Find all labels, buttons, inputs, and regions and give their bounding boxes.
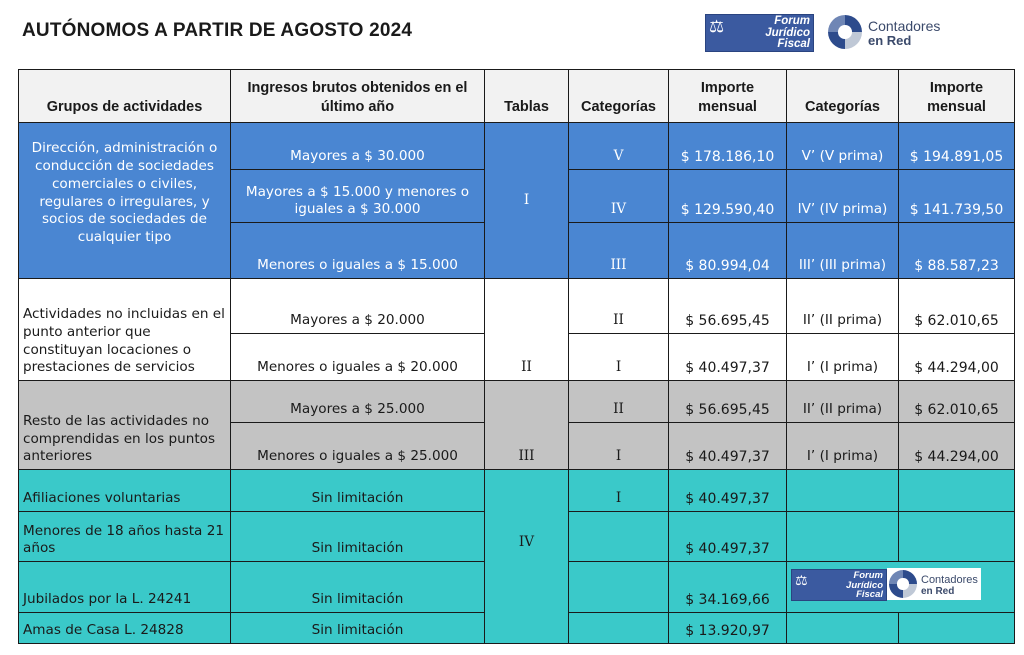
importe-cell: $ 40.497,37 — [669, 423, 787, 470]
header-ingresos: Ingresos brutos obtenidos en el último año — [231, 70, 485, 123]
importe-prima-cell: $ 141.739,50 — [899, 170, 1015, 223]
tabla-cell: III — [485, 381, 569, 470]
importe-prima-cell: $ 88.587,23 — [899, 223, 1015, 279]
ingresos-cell: Mayores a $ 30.000 — [231, 123, 485, 170]
importe-prima-cell: $ 44.294,00 — [899, 423, 1015, 470]
importe-prima-cell: $ 194.891,05 — [899, 123, 1015, 170]
importe-prima-cell: $ 44.294,00 — [899, 334, 1015, 381]
logo-contadores-line1: Contadores — [921, 574, 978, 586]
tabla-cell: IV — [485, 470, 569, 644]
importe-cell: $ 40.497,37 — [669, 512, 787, 562]
logo-forum-line: Fiscal — [856, 589, 883, 600]
logo-forum-line: Jurídico — [846, 579, 883, 591]
group-cell: Resto de las actividades no comprendidas en los puntos anteriores — [19, 381, 231, 470]
importe-cell: $ 129.590,40 — [669, 170, 787, 223]
importe-cell: $ 40.497,37 — [669, 470, 787, 512]
categoria-prima-cell — [787, 470, 899, 512]
categoria-cell: I — [569, 470, 669, 512]
ingresos-cell: Mayores a $ 25.000 — [231, 381, 485, 423]
logo-contadores-line2: en Red — [868, 33, 912, 48]
importe-cell: $ 178.186,10 — [669, 123, 787, 170]
header-tablas: Tablas — [485, 70, 569, 123]
inner-logos-cell — [787, 562, 1015, 613]
table-row — [19, 279, 1015, 334]
importe-cell: $ 56.695,45 — [669, 381, 787, 423]
logo-contadores-line2: en Red — [921, 586, 955, 597]
group-cell: Jubilados por la L. 24241 — [19, 562, 231, 613]
page-title: AUTÓNOMOS A PARTIR DE AGOSTO 2024 — [22, 20, 413, 41]
importe-prima-cell: $ 62.010,65 — [899, 279, 1015, 334]
header-categorias-prima: Categorías — [787, 70, 899, 123]
forum-juridico-fiscal-logo — [705, 14, 814, 52]
logo-forum-line: Forum — [853, 570, 883, 581]
categoria-cell — [569, 512, 669, 562]
header-categorias: Categorías — [569, 70, 669, 123]
categoria-prima-cell: V’ (V prima) — [787, 123, 899, 170]
categoria-cell: II — [569, 279, 669, 334]
table-row — [19, 470, 1015, 512]
group-cell: Menores de 18 años hasta 21 años — [19, 512, 231, 562]
categoria-prima-cell: I’ (I prima) — [787, 423, 899, 470]
ingresos-cell: Sin limitación — [231, 512, 485, 562]
contadores-circle-icon — [828, 15, 862, 49]
logo-forum-line: Fiscal — [777, 38, 810, 50]
categoria-prima-cell: II’ (II prima) — [787, 279, 899, 334]
tabla-cell: I — [485, 123, 569, 279]
contadores-en-red-logo-small — [889, 570, 981, 600]
categoria-cell — [569, 562, 669, 613]
logo-contadores-line1: Contadores — [868, 18, 941, 34]
importe-cell: $ 13.920,97 — [669, 613, 787, 644]
scales-icon: ⚖ — [709, 17, 725, 37]
forum-juridico-fiscal-logo-small — [791, 569, 887, 601]
categoria-cell: IV — [569, 170, 669, 223]
header-importe-prima: Importe mensual — [899, 70, 1015, 123]
categoria-prima-cell: I’ (I prima) — [787, 334, 899, 381]
contadores-en-red-logo — [828, 15, 948, 51]
categoria-prima-cell — [787, 512, 899, 562]
ingresos-cell: Menores o iguales a $ 15.000 — [231, 223, 485, 279]
categoria-cell: V — [569, 123, 669, 170]
table-row — [19, 123, 1015, 170]
importe-cell: $ 80.994,04 — [669, 223, 787, 279]
contadores-circle-icon — [889, 570, 917, 598]
group-cell: Actividades no incluidas en el punto anterior que constituyan locaciones o prestaciones de servicios — [19, 279, 231, 381]
group-cell: Amas de Casa L. 24828 — [19, 613, 231, 644]
categoria-cell: II — [569, 381, 669, 423]
importe-prima-cell — [899, 613, 1015, 644]
categoria-prima-cell: II’ (II prima) — [787, 381, 899, 423]
group-cell: Afiliaciones voluntarias — [19, 470, 231, 512]
tabla-cell: II — [485, 279, 569, 381]
logo-forum-line: Jurídico — [765, 26, 810, 39]
autonomos-table — [18, 69, 1015, 644]
categoria-cell: I — [569, 334, 669, 381]
categoria-cell: I — [569, 423, 669, 470]
categoria-prima-cell — [787, 613, 899, 644]
ingresos-cell: Sin limitación — [231, 613, 485, 644]
importe-cell: $ 56.695,45 — [669, 279, 787, 334]
ingresos-cell: Menores o iguales a $ 20.000 — [231, 334, 485, 381]
ingresos-cell: Menores o iguales a $ 25.000 — [231, 423, 485, 470]
importe-prima-cell — [899, 512, 1015, 562]
importe-cell: $ 40.497,37 — [669, 334, 787, 381]
ingresos-cell: Mayores a $ 15.000 y menores o iguales a $ 30.000 — [231, 170, 485, 223]
categoria-cell — [569, 613, 669, 644]
ingresos-cell: Mayores a $ 20.000 — [231, 279, 485, 334]
table-row — [19, 381, 1015, 423]
scales-icon: ⚖ — [795, 573, 808, 589]
importe-prima-cell — [899, 470, 1015, 512]
logo-forum-line: Forum — [774, 15, 810, 27]
header-importe: Importe mensual — [669, 70, 787, 123]
header-grupos: Grupos de actividades — [19, 70, 231, 123]
categoria-cell: III — [569, 223, 669, 279]
ingresos-cell: Sin limitación — [231, 470, 485, 512]
table-header-row — [19, 70, 1015, 123]
importe-prima-cell: $ 62.010,65 — [899, 381, 1015, 423]
categoria-prima-cell: III’ (III prima) — [787, 223, 899, 279]
importe-cell: $ 34.169,66 — [669, 562, 787, 613]
ingresos-cell: Sin limitación — [231, 562, 485, 613]
categoria-prima-cell: IV’ (IV prima) — [787, 170, 899, 223]
group-cell: Dirección, administración o conducción de sociedades comerciales o civiles, regulares o irregulares, y socios de sociedades de cualquier tipo — [19, 123, 231, 279]
